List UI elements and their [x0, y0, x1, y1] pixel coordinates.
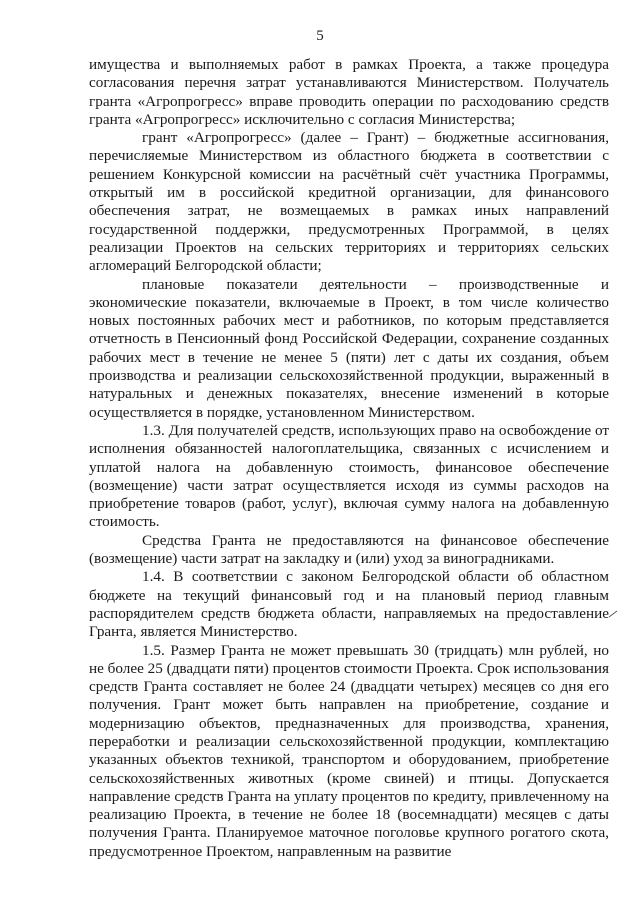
paragraph-continuation: имущества и выполняемых работ в рамках Проекта, а также процедура согласования перечня затрат устанавливаются Министерством. Получатель гранта «Агропрогресс» вправе проводить операции по расходованию средств гранта «Агропрогресс» исключительно с согласия Министерства; — [89, 56, 609, 128]
paragraph-planned-indicators: плановые показатели деятельности – производственные и экономические показатели, включаемые в Проект, в том числе количество новых постоянных рабочих мест и работников, по которым представляется отчетность в Пенсионный фонд Российской Федерации, сохранение созданных рабочих мест в течение не менее 5 (пяти) лет с даты их создания, объем производства и реализации сельскохозяйственной продукции, выраженный в натуральных и денежных показателях, внесение изменений в которые осуществляется в порядке, установленном Министерством. — [89, 275, 609, 421]
paragraph-1-3: 1.3. Для получателей средств, использующих право на освобождение от исполнения обязанностей налогоплательщика, связанных с исчислением и уплатой налога на добавленную стоимость, финансовое обеспечение (возмещение) части затрат осуществляется исходя из суммы расходов на приобретение товаров (работ, услуг), включая сумму налога на добавленную стоимость. — [89, 421, 609, 531]
paragraph-grant-definition: грант «Агропрогресс» (далее – Грант) – бюджетные ассигнования, перечисляемые Министерством из областного бюджета в соответствии с решением Конкурсной комиссии на расчётный счёт участника Программы, открытый им в российской кредитной организации, для финансового обеспечения затрат, не возмещаемых в рамках иных направлений государственной поддержки, предусмотренных Программой, в целях реализации Проектов на сельских территориях и территориях сельских агломераций Белгородской области; — [89, 129, 609, 275]
paragraph-1-4: 1.4. В соответствии с законом Белгородской области об областном бюджете на текущий финансовый год и на плановый период главным распорядителем средств бюджета области, направляемых на предоставление Гранта, является Министерство. — [89, 568, 609, 641]
paragraph-1-5: 1.5. Размер Гранта не может превышать 30 (тридцать) млн рублей, но не более 25 (двадцати пяти) процентов стоимости Проекта. Срок использования средств Гранта составляет не более 24 (двадцати четырех) месяцев со дня его получения. Грант может быть направлен на приобретение, создание и модернизацию объектов, предназначенных для производства, хранения, переработки и реализации сельскохозяйственной продукции, комплектацию указанных объектов техникой, транспортом и оборудованием, приобретение сельскохозяйственных животных (кроме свиней) и птицы. Допускается направление средств Гранта на уплату процентов по кредиту, привлеченному на реализацию Проекта, в течение не более 18 (восемнадцати) месяцев с даты получения Гранта. Планируемое маточное поголовье крупного рогатого скота, предусмотренное Проектом, направленным на развитие — [89, 641, 609, 860]
document-body — [89, 56, 609, 861]
paragraph-vineyards: Средства Гранта не предоставляются на финансовое обеспечение (возмещение) части затрат на закладку и (или) уход за виноградниками. — [89, 531, 609, 568]
page-number: 5 — [316, 28, 324, 44]
pen-tick-mark — [608, 609, 618, 619]
